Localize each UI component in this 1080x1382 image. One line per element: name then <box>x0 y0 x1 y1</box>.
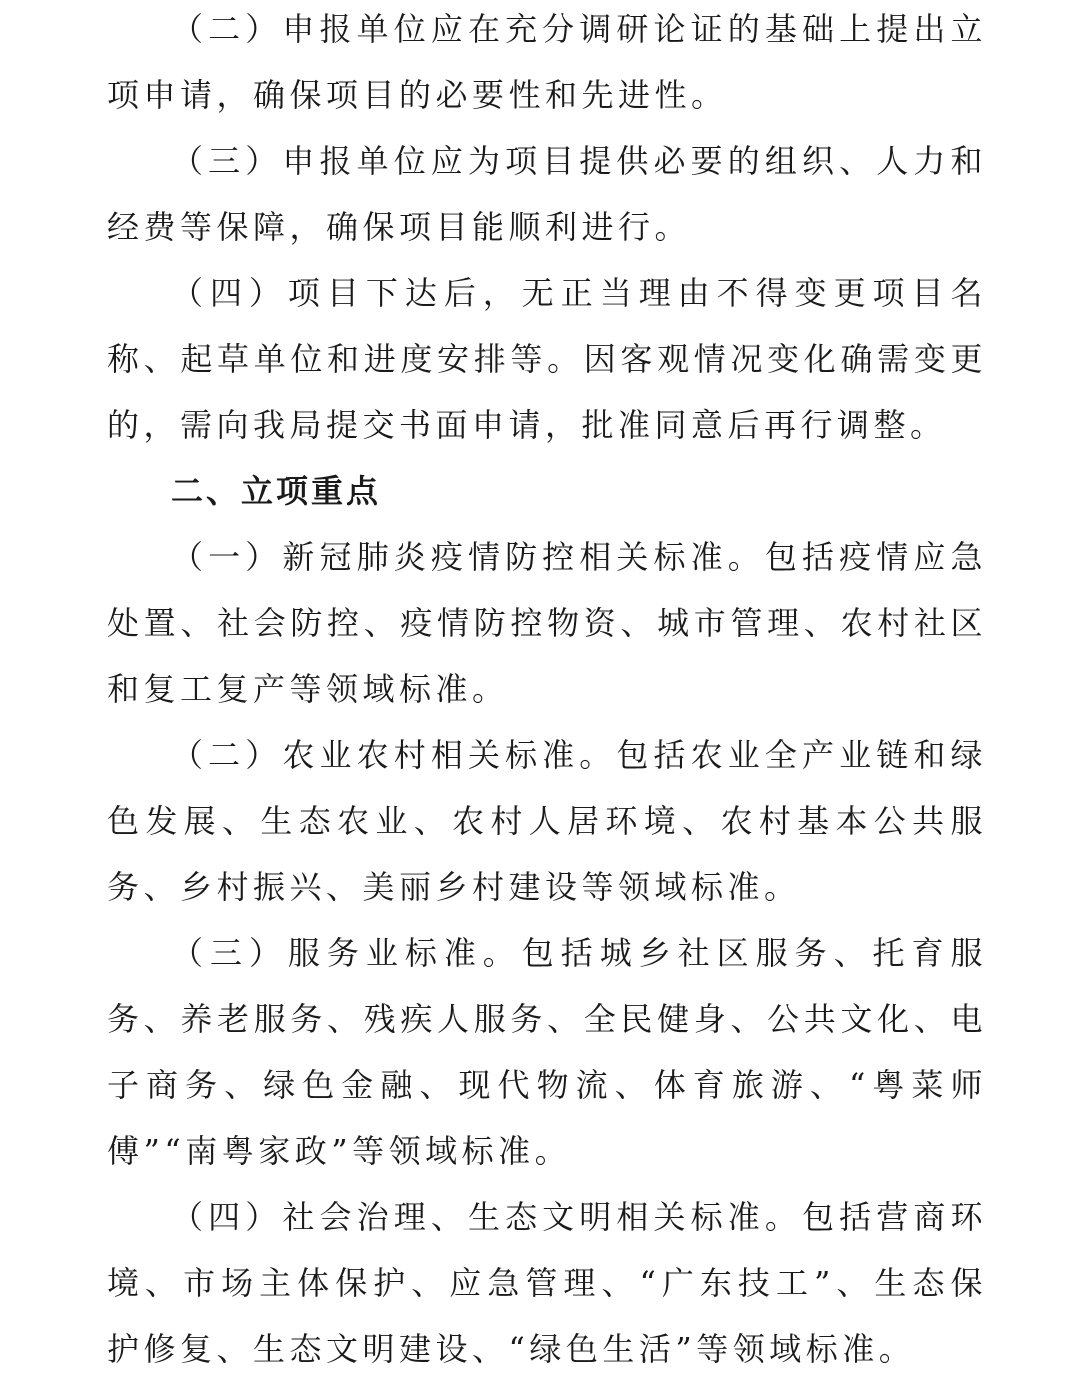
document-page <box>107 0 987 1382</box>
paragraph-support-guarantee: （三）申报单位应为项目提供必要的组织、人力和经费等保障，确保项目能顺利进行。 <box>107 142 987 246</box>
paragraph-focus-agriculture: （二）农业农村相关标准。包括农业全产业链和绿色发展、生态农业、农村人居环境、农村基本公共服务、乡村振兴、美丽乡村建设等领域标准。 <box>107 736 987 906</box>
paragraph-application-requirement: （二）申报单位应在充分调研论证的基础上提出立项申请，确保项目的必要性和先进性。 <box>107 10 987 114</box>
paragraph-change-request: （四）项目下达后，无正当理由不得变更项目名称、起草单位和进度安排等。因客观情况变化确需变更的，需向我局提交书面申请，批准同意后再行调整。 <box>107 274 987 444</box>
paragraph-focus-epidemic: （一）新冠肺炎疫情防控相关标准。包括疫情应急处置、社会防控、疫情防控物资、城市管理、农村社区和复工复产等领域标准。 <box>107 538 987 708</box>
paragraph-focus-governance: （四）社会治理、生态文明相关标准。包括营商环境、市场主体保护、应急管理、“广东技工”、生态保护修复、生态文明建设、“绿色生活”等领域标准。 <box>107 1198 987 1368</box>
paragraph-focus-services: （三）服务业标准。包括城乡社区服务、托育服务、养老服务、残疾人服务、全民健身、公共文化、电子商务、绿色金融、现代物流、体育旅游、“粤菜师傅”“南粤家政”等领域标准。 <box>107 934 987 1170</box>
section-heading: 二、立项重点 <box>171 472 382 510</box>
